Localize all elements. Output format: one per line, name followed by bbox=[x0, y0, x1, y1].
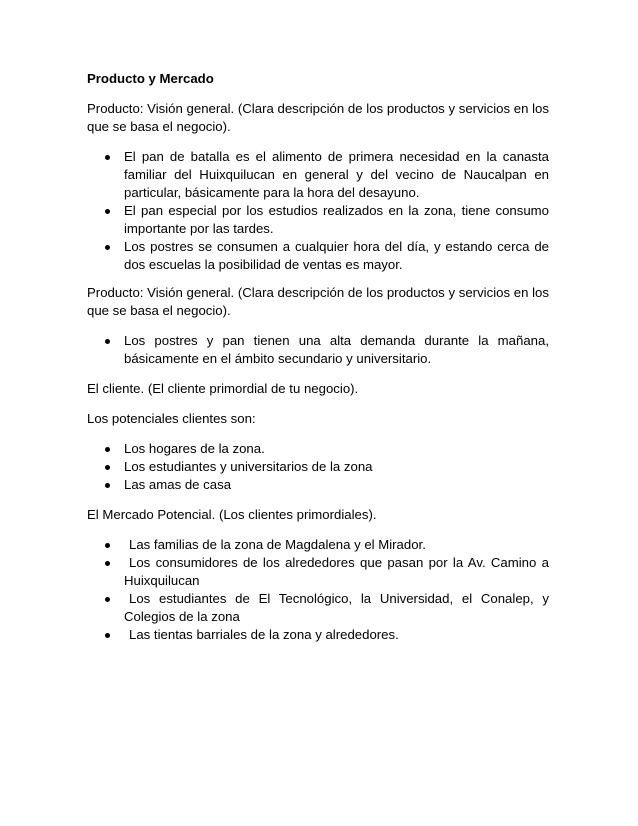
list-item-text: Las familias de la zona de Magdalena y el Mirador. bbox=[129, 537, 426, 552]
bullet-icon bbox=[105, 465, 110, 470]
client-bullet-list bbox=[87, 440, 549, 494]
list-item bbox=[87, 476, 549, 494]
list-item bbox=[87, 148, 549, 202]
list-item-text: Los postres y pan tienen una alta demanda durante la mañana, básicamente en el ámbito secundario y universitario. bbox=[124, 333, 549, 366]
list-item-text: Los hogares de la zona. bbox=[124, 441, 265, 456]
list-item bbox=[87, 536, 549, 554]
list-item-text: Los estudiantes y universitarios de la zona bbox=[124, 459, 373, 474]
list-item-text: Los estudiantes de El Tecnológico, la Universidad, el Conalep, y Colegios de la zona bbox=[124, 591, 549, 624]
bullet-icon bbox=[105, 155, 110, 160]
bullet-icon bbox=[105, 543, 110, 548]
bullet-icon bbox=[105, 483, 110, 488]
product-bullet-list-1 bbox=[87, 148, 549, 274]
bullet-icon bbox=[105, 245, 110, 250]
list-item-text: Los postres se consumen a cualquier hora del día, y estando cerca de dos escuelas la posibilidad de ventas es mayor. bbox=[124, 239, 549, 272]
list-item bbox=[87, 238, 549, 274]
list-item bbox=[87, 554, 549, 590]
list-item bbox=[87, 202, 549, 238]
list-item bbox=[87, 590, 549, 626]
bullet-icon bbox=[105, 447, 110, 452]
list-item-text: Las tientas barriales de la zona y alrededores. bbox=[129, 627, 399, 642]
list-item-text: El pan de batalla es el alimento de primera necesidad en la canasta familiar del Huixquilucan en general y del vecino de Naucalpan en particular, básicamente para la hora del desayuno. bbox=[124, 149, 549, 200]
section-heading-market: El Mercado Potencial. (Los clientes primordiales). bbox=[87, 507, 377, 522]
list-item bbox=[87, 440, 549, 458]
bullet-icon bbox=[105, 209, 110, 214]
bullet-icon bbox=[105, 561, 110, 566]
list-item-text: Las amas de casa bbox=[124, 477, 232, 492]
list-item-text: Los consumidores de los alrededores que pasan por la Av. Camino a Huixquilucan bbox=[124, 555, 549, 588]
section-heading-product-2: Producto: Visión general. (Clara descripción de los productos y servicios en los que se basa el negocio). bbox=[87, 285, 549, 318]
document-title: Producto y Mercado bbox=[87, 71, 214, 86]
section-heading-client: El cliente. (El cliente primordial de tu negocio). bbox=[87, 381, 359, 396]
list-item bbox=[87, 626, 549, 644]
product-bullet-list-2 bbox=[87, 332, 549, 368]
bullet-icon bbox=[105, 633, 110, 638]
bullet-icon bbox=[105, 597, 110, 602]
section-heading-product-1: Producto: Visión general. (Clara descripción de los productos y servicios en los que se basa el negocio). bbox=[87, 101, 549, 134]
list-item bbox=[87, 458, 549, 476]
market-bullet-list bbox=[87, 536, 549, 644]
bullet-icon bbox=[105, 339, 110, 344]
list-item-text: El pan especial por los estudios realizados en la zona, tiene consumo importante por las tardes. bbox=[124, 203, 549, 236]
document-body bbox=[87, 70, 549, 656]
client-subheading: Los potenciales clientes son: bbox=[87, 411, 256, 426]
list-item bbox=[87, 332, 549, 368]
